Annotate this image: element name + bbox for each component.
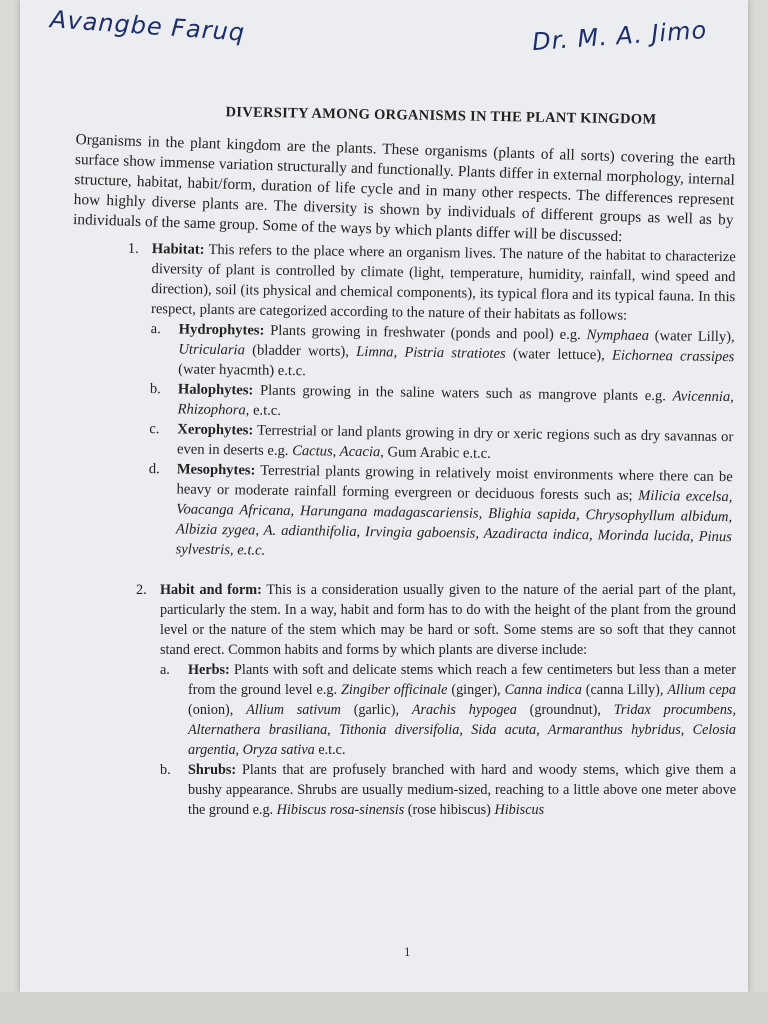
species-name: Hibiscus [494, 802, 545, 818]
item-text: This refers to the place where an organism lives. The nature of the habitat to characterize diversity of plant is controlled by climate (light, temperature, humidity, rainfall, wind speed and direction), soil (its physical and chemical components), its typical flora and its typical fauna. In this respect, plants are categorized according to the nature of their habitats as follows: [150, 241, 736, 324]
sub-text: (bladder worts), [244, 342, 357, 360]
sub-text: (garlic), [340, 702, 412, 718]
sub-heading: Xerophytes: [177, 421, 254, 439]
species-name: Zingiber officinale [340, 682, 448, 698]
habit-sublist [160, 660, 736, 820]
document-title: DIVERSITY AMONG ORGANISMS IN THE PLANT KINGDOM [225, 104, 657, 128]
intro-paragraph: Organisms in the plant kingdom are the plants. These organisms (plants of all sorts) covering the earth surface show immense variation structurally and functionally. Plants differ in external morphology, internal structure, habitat, habit/form, duration of life cycle and in many other respects. The differences represent how highly diverse plants are. The diversity is shown by individuals of different groups as well as by individuals of the same group. Some of the ways by which plants differ will be discussed: [72, 130, 736, 246]
species-name: Nymphaea [586, 327, 650, 345]
sub-text: (canna Lilly), [581, 682, 668, 698]
sub-text: e.t.c. [314, 742, 346, 758]
sub-heading: Mesophytes: [176, 461, 256, 479]
sub-heading: Halophytes: [177, 381, 254, 399]
species-name: Hibiscus rosa-sinensis [276, 802, 405, 818]
species-name: Tridax procumbens, Alternathera brasiliana, Tithonia diversifolia, Sida acuta, Armaranthus hybridus, Celosia argentia, Oryza sativa [188, 702, 736, 758]
sub-item-herbs [160, 660, 736, 760]
sub-text: (water Lilly), [648, 328, 735, 346]
species-name: Canna indica [504, 682, 582, 698]
item-number: 2. [136, 582, 147, 598]
page-number: 1 [404, 944, 411, 959]
habitat-sublist [148, 319, 735, 567]
sub-letter: d. [148, 461, 160, 478]
sub-heading: Hydrophytes: [178, 321, 265, 339]
item-heading: Habitat: [151, 241, 205, 258]
sub-text: Plants growing in the saline waters such as mangrove plants e.g. [253, 382, 673, 405]
sub-letter: b. [160, 762, 171, 778]
species-name: Allium cepa [667, 682, 736, 698]
species-name: Limna, Pistria stratiotes [356, 343, 506, 363]
main-list [76, 238, 736, 820]
list-item-habit-and-form [76, 580, 736, 820]
sub-text: Gum Arabic e.t.c. [383, 444, 491, 462]
sub-text: Terrestrial or land plants growing in dry or xeric regions such as dry savannas or even in deserts e.g. [176, 422, 734, 460]
sub-item-hydrophytes [150, 319, 735, 387]
species-name: Utricularia [178, 341, 246, 359]
list-item-habitat [72, 238, 736, 567]
handwritten-lecturer-name: Dr. M. A. Jimo [531, 15, 709, 57]
sub-letter: b. [149, 381, 161, 398]
species-name: Avicennia, Rhizophora [177, 388, 734, 419]
sub-text: Terrestrial plants growing in relatively moist environments where there can be heavy or moderate rainfall forming evergreen or deciduous forests such as; [176, 462, 733, 504]
sub-item-mesophytes [148, 459, 733, 567]
sub-text: Plants growing in freshwater (ponds and pool) e.g. [264, 322, 587, 344]
item-text: This is a consideration usually given to the nature of the aerial part of the plant, particularly the stem. In a way, habit and form has to do with the height of the plant from the ground level or the nature of the stem which may be hard or soft. Some stems are so soft that they cannot stand erect. Common habits and forms by which plants are diverse include: [160, 582, 737, 658]
sub-text: (groundnut), [516, 702, 614, 718]
sub-letter: a. [160, 662, 170, 678]
sub-text: (ginger), [447, 682, 505, 698]
sub-text: (rose hibiscus) [404, 802, 495, 818]
handwritten-student-name: Avangbe Faruq [49, 5, 246, 47]
scan-background [0, 992, 768, 1024]
sub-text: (water lettuce), [505, 346, 613, 364]
species-name: Allium sativum [246, 702, 341, 718]
species-name: Arachis hypogea [411, 702, 517, 718]
sub-text: Plants with soft and delicate stems which reach a few centimeters but less than a meter from the ground level e.g. [188, 662, 736, 698]
sub-item-shrubs [160, 760, 736, 820]
sub-heading: Shrubs: [188, 762, 237, 778]
sub-text: (water hyacmth) e.t.c. [178, 361, 306, 380]
item-heading: Habit and form: [160, 582, 262, 598]
document-body [72, 104, 737, 820]
species-name: Cactus, Acacia, [292, 443, 384, 461]
sub-heading: Herbs: [188, 662, 230, 678]
sub-text: Plants that are profusely branched with hard and woody stems, which give them a bushy appearance. Shrubs are usually medium-sized, reaching to a little above one meter above the ground e.g. [188, 762, 736, 818]
sub-text: (onion), [188, 702, 247, 718]
sub-text: , e.t.c. [245, 402, 282, 419]
sub-letter: c. [149, 421, 160, 438]
sub-letter: a. [150, 321, 161, 338]
species-name: Milicia excelsa, Voacanga Africana, Harungana madagascariensis, Blighia sapida, Chrysophyllum albidum, Albizia zygea, A. adianthifolia, Irvingia gaboensis, Azadiracta indica, Morinda lucida, Pinus sylvestris, e.t.c. [175, 487, 733, 559]
species-name: Eichornea crassipes [611, 347, 735, 366]
item-number: 1. [127, 240, 139, 257]
document-page [20, 0, 748, 992]
